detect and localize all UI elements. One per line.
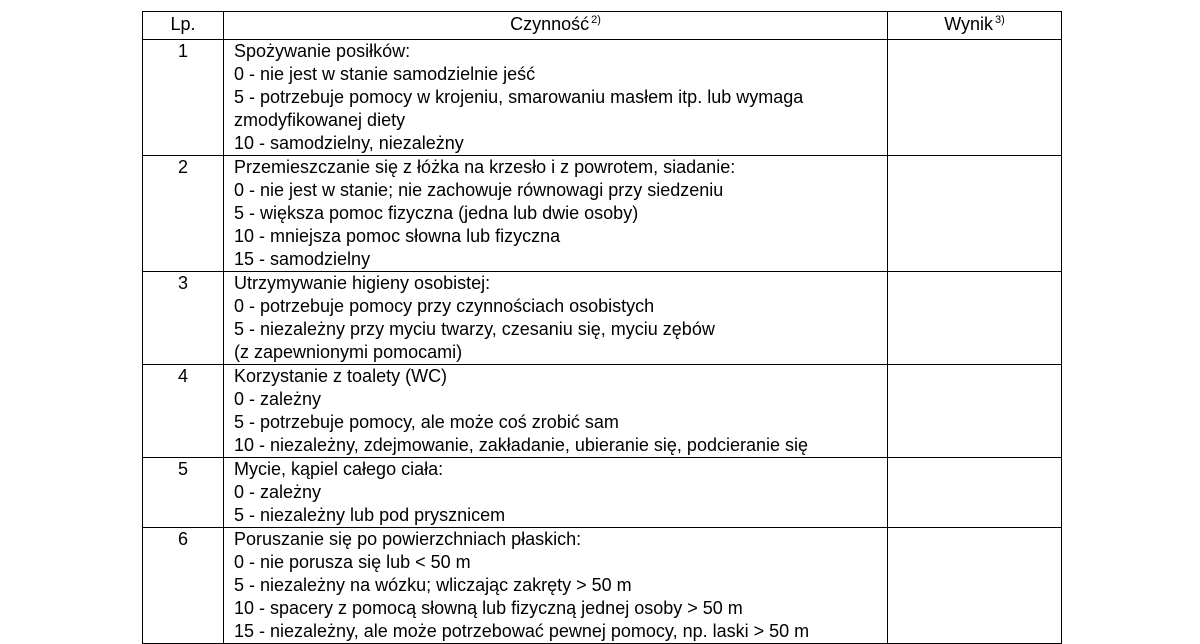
barthel-scale-table bbox=[142, 11, 1062, 644]
activity-cell bbox=[224, 528, 888, 644]
table-row bbox=[143, 458, 1062, 528]
table-row bbox=[143, 156, 1062, 272]
result-cell[interactable] bbox=[888, 528, 1062, 644]
activity-cell bbox=[224, 156, 888, 272]
row-number: 4 bbox=[143, 365, 224, 458]
table-row bbox=[143, 40, 1062, 156]
score-option: 0 - zależny bbox=[234, 482, 322, 502]
activity-title: Przemieszczanie się z łóżka na krzesło i z powrotem, siadanie: bbox=[234, 157, 736, 177]
activity-cell bbox=[224, 272, 888, 365]
activity-cell bbox=[224, 40, 888, 156]
table-row bbox=[143, 528, 1062, 644]
header-activity bbox=[224, 12, 888, 40]
header-result bbox=[888, 12, 1062, 40]
result-cell[interactable] bbox=[888, 156, 1062, 272]
score-option-continued: zmodyfikowanej diety bbox=[234, 110, 406, 130]
header-lp-label: Lp. bbox=[170, 14, 196, 34]
score-option: 10 - samodzielny, niezależny bbox=[234, 133, 464, 153]
score-option-continued: (z zapewnionymi pomocami) bbox=[234, 342, 463, 362]
score-option: 0 - nie jest w stanie; nie zachowuje równowagi przy siedzeniu bbox=[234, 180, 724, 200]
score-option: 0 - zależny bbox=[234, 389, 322, 409]
activity-title: Korzystanie z toalety (WC) bbox=[234, 366, 448, 386]
activity-title: Utrzymywanie higieny osobistej: bbox=[234, 273, 491, 293]
result-cell[interactable] bbox=[888, 365, 1062, 458]
header-result-footnote: 3) bbox=[995, 14, 1005, 26]
header-activity-footnote: 2) bbox=[591, 14, 601, 26]
score-option: 5 - niezależny lub pod prysznicem bbox=[234, 505, 506, 525]
score-option: 0 - nie jest w stanie samodzielnie jeść bbox=[234, 64, 536, 84]
header-lp bbox=[143, 12, 224, 40]
table-row bbox=[143, 365, 1062, 458]
score-option: 15 - samodzielny bbox=[234, 249, 371, 269]
score-option: 10 - spacery z pomocą słowną lub fizyczną jednej osoby > 50 m bbox=[234, 598, 743, 618]
table-header-row bbox=[143, 12, 1062, 40]
score-option: 5 - niezależny na wózku; wliczając zakręty > 50 m bbox=[234, 575, 632, 595]
result-cell[interactable] bbox=[888, 272, 1062, 365]
activity-cell bbox=[224, 365, 888, 458]
score-option: 5 - potrzebuje pomocy, ale może coś zrobić sam bbox=[234, 412, 619, 432]
header-result-label: Wynik bbox=[944, 14, 994, 34]
score-option: 5 - większa pomoc fizyczna (jedna lub dwie osoby) bbox=[234, 203, 639, 223]
row-number: 2 bbox=[143, 156, 224, 272]
activity-title: Mycie, kąpiel całego ciała: bbox=[234, 459, 444, 479]
score-option: 10 - niezależny, zdejmowanie, zakładanie, ubieranie się, podcieranie się bbox=[234, 435, 809, 455]
score-option: 5 - potrzebuje pomocy w krojeniu, smarowaniu masłem itp. lub wymaga bbox=[234, 87, 804, 107]
header-activity-label: Czynność bbox=[510, 14, 590, 34]
score-option: 15 - niezależny, ale może potrzebować pewnej pomocy, np. laski > 50 m bbox=[234, 621, 810, 641]
row-number: 1 bbox=[143, 40, 224, 156]
activity-title: Poruszanie się po powierzchniach płaskich: bbox=[234, 529, 582, 549]
result-cell[interactable] bbox=[888, 40, 1062, 156]
table-row bbox=[143, 272, 1062, 365]
activity-title: Spożywanie posiłków: bbox=[234, 41, 411, 61]
score-option: 0 - potrzebuje pomocy przy czynnościach osobistych bbox=[234, 296, 655, 316]
row-number: 3 bbox=[143, 272, 224, 365]
score-option: 0 - nie porusza się lub < 50 m bbox=[234, 552, 471, 572]
activity-cell bbox=[224, 458, 888, 528]
result-cell[interactable] bbox=[888, 458, 1062, 528]
score-option: 5 - niezależny przy myciu twarzy, czesaniu się, myciu zębów bbox=[234, 319, 715, 339]
score-option: 10 - mniejsza pomoc słowna lub fizyczna bbox=[234, 226, 561, 246]
row-number: 5 bbox=[143, 458, 224, 528]
row-number: 6 bbox=[143, 528, 224, 644]
